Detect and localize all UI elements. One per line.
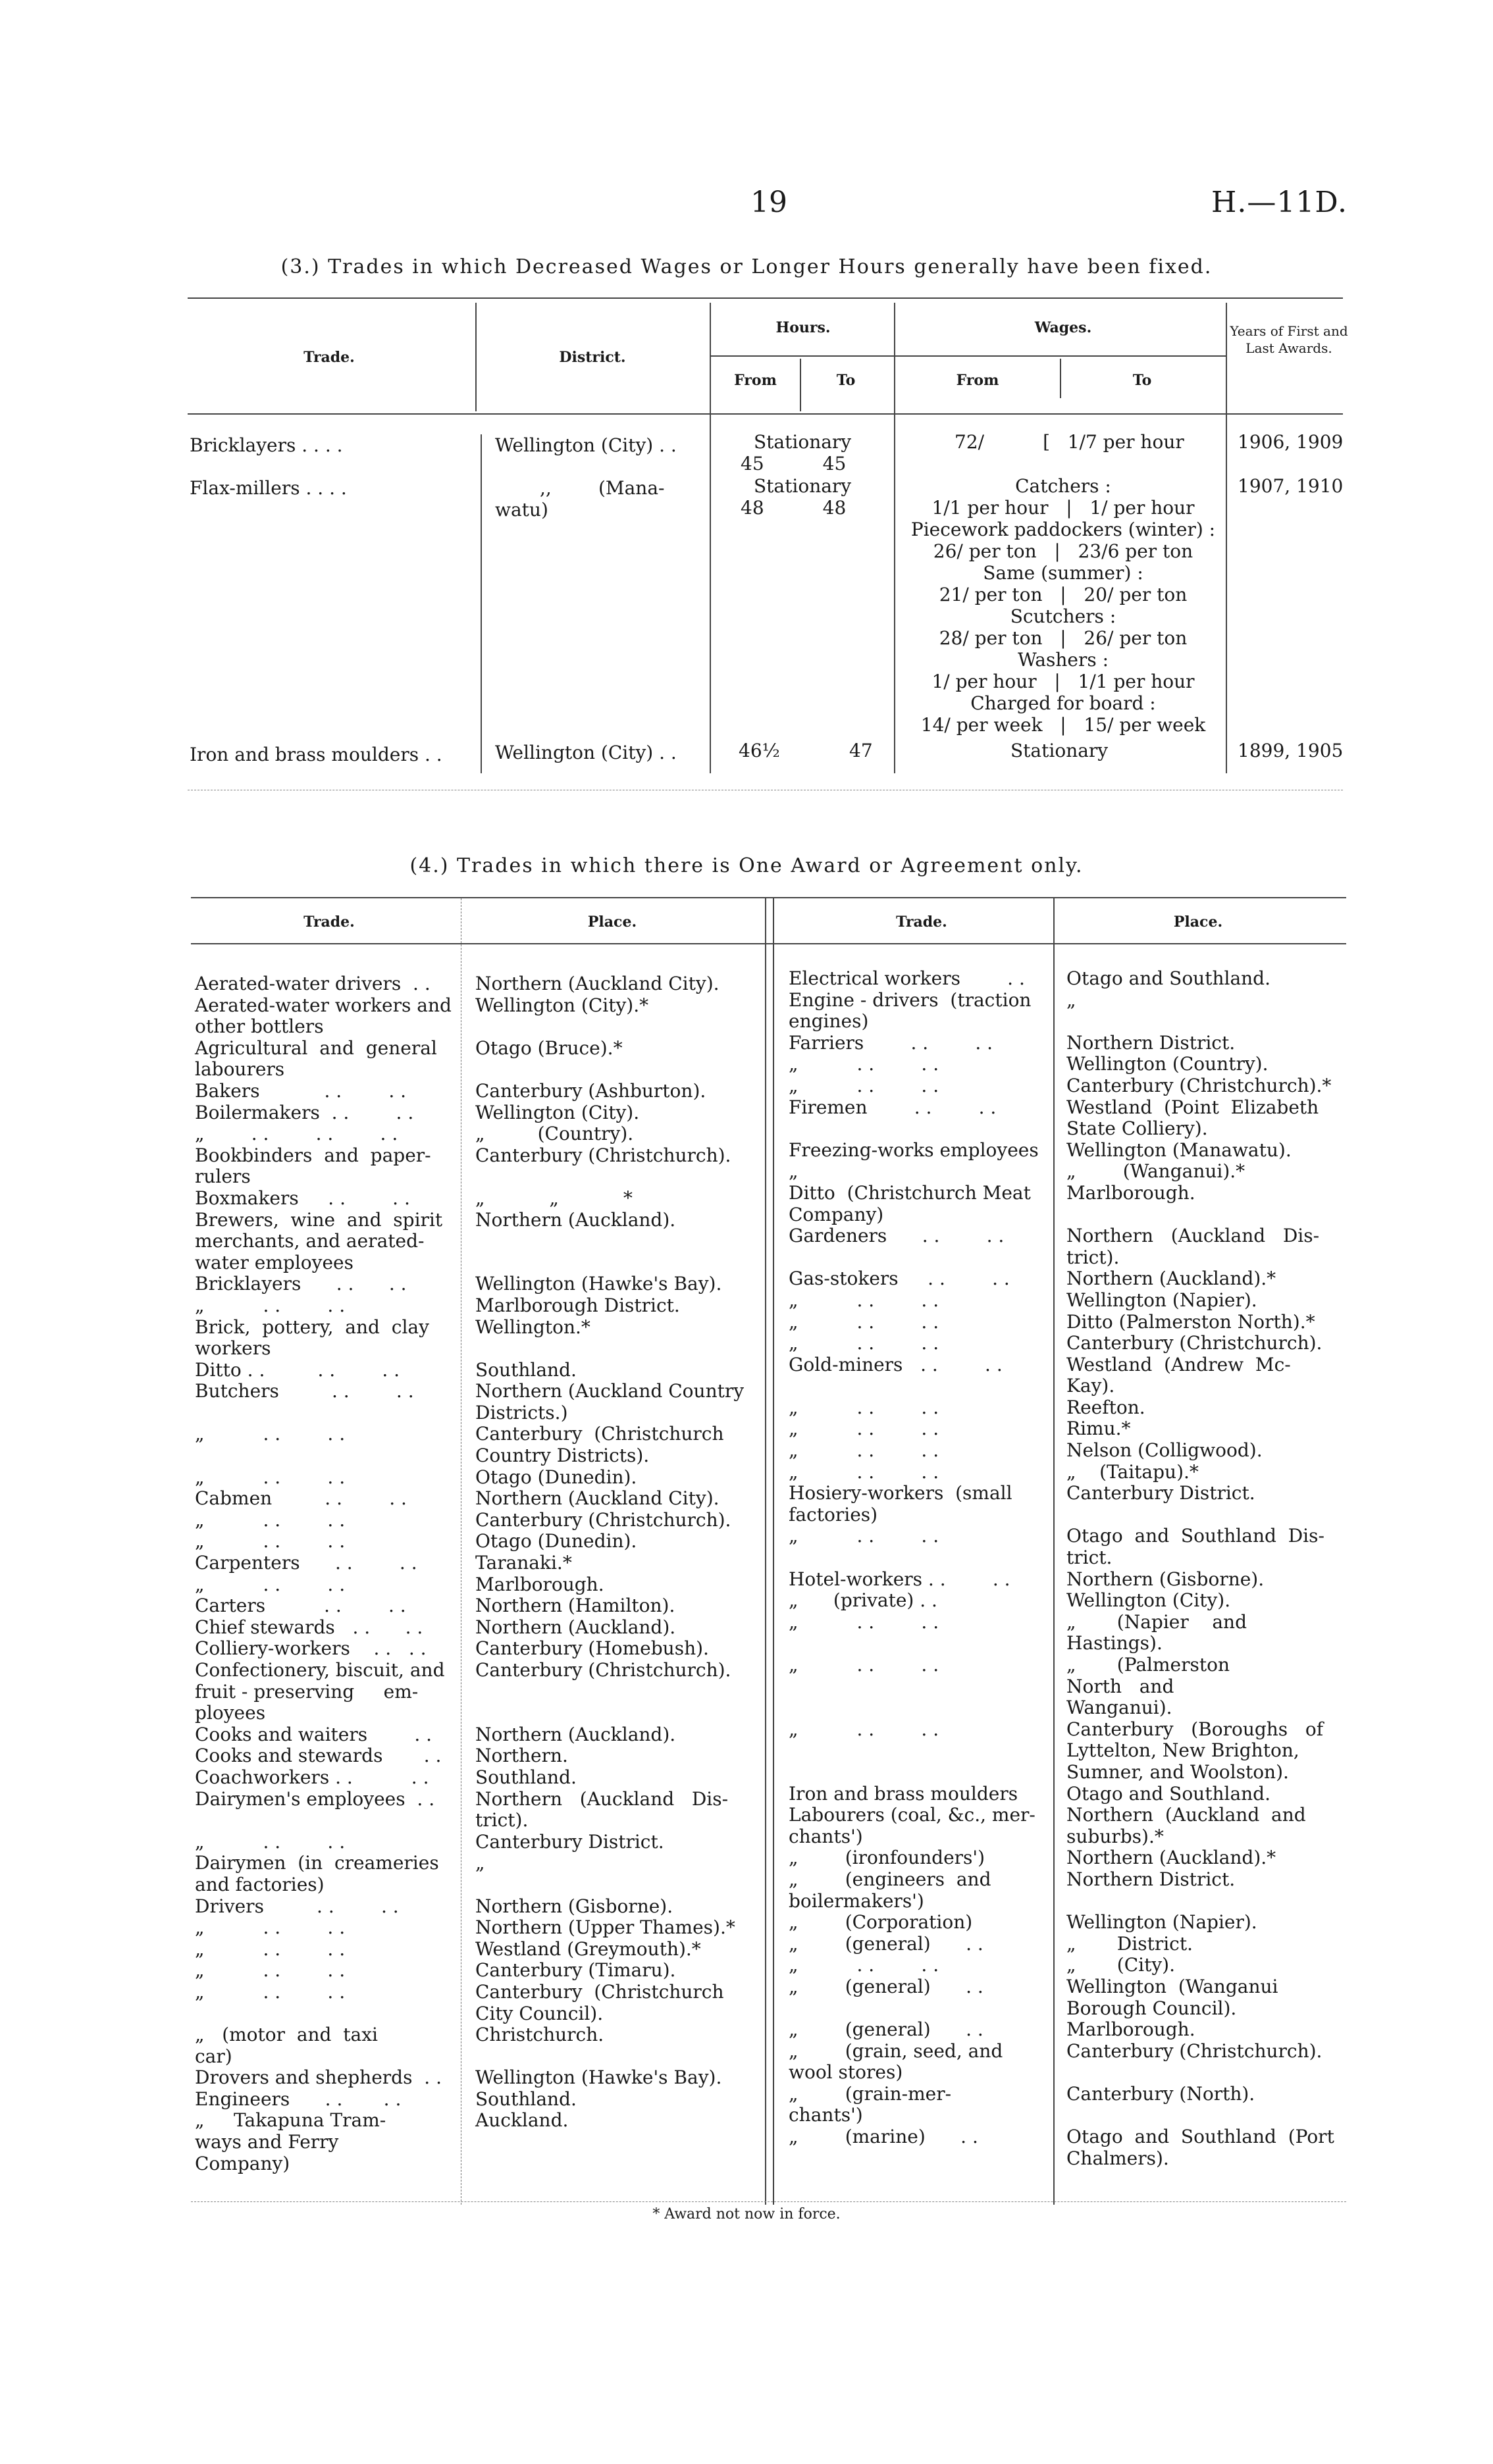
s3-wage-line: Piecework paddockers (winter) : — [910, 519, 1216, 540]
s3-row3-district: Wellington (City) . . — [495, 742, 677, 763]
document-reference: H.—11D. — [1211, 186, 1348, 219]
trade-line: „ (marine) . . — [789, 2126, 978, 2148]
trade-line — [789, 1246, 1049, 1268]
s3-header-years: Years of First and Last Awards. — [1230, 323, 1348, 356]
place-line: North and — [1066, 1675, 1174, 1697]
place-line — [475, 1337, 758, 1359]
trade-line: Butchers . . . . — [195, 1380, 414, 1402]
place-line — [475, 1166, 758, 1187]
place-line: „ District. — [1066, 1932, 1193, 1955]
trade-line: Boilermakers . . . . — [195, 1101, 414, 1123]
trade-line: „ . . . . — [789, 1310, 939, 1333]
place-line: Southland. — [475, 1766, 577, 1788]
trade-line: „ . . . . — [789, 1460, 939, 1483]
s3-header-hours-to: To — [836, 372, 856, 389]
place-line — [1066, 2061, 1343, 2083]
place-line: Canterbury District. — [475, 1830, 664, 1853]
place-line: City Council). — [475, 2002, 604, 2024]
left-trade-column — [195, 973, 456, 2174]
place-line — [475, 2131, 758, 2153]
place-line: Wellington (City).* — [475, 994, 649, 1016]
trade-line — [195, 2003, 456, 2024]
s3-row3-wages: Stationary — [1010, 740, 1109, 761]
place-line: trict). — [1066, 1246, 1120, 1268]
trade-line: „ . . . . — [195, 1959, 346, 1982]
section4-title: (4.) Trades in which there is One Award or Agreement only. — [409, 854, 1084, 877]
place-line: Canterbury (Timaru). — [475, 1959, 676, 1982]
left-place-column — [475, 973, 758, 2174]
s3-header-hours-from: From — [734, 372, 777, 389]
right-place-column — [1066, 967, 1343, 2169]
trade-line: „ . . . . — [195, 1573, 346, 1595]
trade-line: Aerated-water workers and — [195, 994, 452, 1016]
s3-row2-district: ,, (Mana- — [540, 477, 665, 499]
place-line — [1066, 1010, 1343, 1032]
trade-line: labourers — [195, 1058, 285, 1081]
place-line: Chalmers). — [1066, 2147, 1169, 2169]
s3-row2-hours-0: Stationary — [754, 475, 852, 497]
trade-line: Aerated-water drivers . . — [195, 973, 431, 994]
trade-line: Gold-miners . . . . — [789, 1353, 1003, 1375]
trade-line: Brick, pottery, and clay — [195, 1316, 429, 1338]
trade-line: „ — [789, 1160, 799, 1183]
s4-header-place-left: Place. — [587, 913, 637, 931]
place-line: Auckland. — [475, 2109, 569, 2132]
place-line: Otago and Southland Dis- — [1066, 1525, 1324, 1547]
trade-line: „ (ironfounders') — [789, 1847, 985, 1869]
trade-line: „ . . . . — [789, 1610, 939, 1633]
trade-line — [789, 1676, 1049, 1697]
place-line: Westland (Greymouth).* — [475, 1938, 701, 1960]
place-line: Canterbury (Ashburton). — [475, 1079, 706, 1102]
place-line: Otago and Southland (Port — [1066, 2126, 1334, 2148]
place-line: trict. — [1066, 1547, 1113, 1569]
trade-line: car) — [195, 2045, 232, 2067]
trade-line: „ . . . . — [195, 1980, 346, 2003]
s3-wage-line: 1/ per hour | 1/1 per hour — [931, 671, 1195, 692]
place-line: Canterbury (Christchurch). — [475, 1144, 731, 1166]
place-line: Borough Council). — [1066, 1997, 1237, 2019]
trade-line: „ . . . . — [789, 1074, 939, 1096]
trade-line: „ . . . . — [789, 1954, 939, 1976]
place-line: Otago (Dunedin). — [475, 1466, 637, 1488]
trade-line: „ . . . . — [195, 1294, 346, 1316]
trade-line: Drovers and shepherds . . — [195, 2066, 442, 2089]
trade-line: „ (general) . . — [789, 2018, 983, 2041]
place-line: „ (Country). — [475, 1123, 634, 1145]
place-line: Northern (Auckland Dis- — [1066, 1225, 1320, 1247]
trade-line: Iron and brass moulders — [789, 1782, 1018, 1805]
place-line: Nelson (Colligwood). — [1066, 1439, 1263, 1462]
trade-line: Dairymen's employees . . — [195, 1787, 435, 1810]
s3-wage-line: Washers : — [1017, 649, 1109, 671]
place-line: Canterbury (Christchurch — [475, 1423, 724, 1445]
trade-line — [789, 1997, 1049, 2019]
trade-line: Gardeners . . . . — [789, 1225, 1005, 1247]
place-line: Wellington (City). — [1066, 1589, 1231, 1612]
place-line: Reefton. — [1066, 1396, 1145, 1418]
place-line: „ (City). — [1066, 1954, 1176, 1976]
trade-line: „ . . . . — [789, 1654, 939, 1676]
trade-line: „ . . . . . . — [195, 1123, 398, 1145]
trade-line: „ . . . . — [195, 1530, 346, 1553]
place-line: Wellington (Napier). — [1066, 1289, 1257, 1311]
trade-line: Freezing-works employees — [789, 1139, 1039, 1161]
place-line — [1066, 1504, 1343, 1526]
s3-wage-line: 28/ per ton | 26/ per ton — [939, 627, 1188, 649]
place-line: Marlborough. — [1066, 1181, 1195, 1204]
place-line: Marlborough. — [1066, 2018, 1195, 2041]
place-line: Otago and Southland. — [1066, 967, 1270, 989]
s4-header-trade-right: Trade. — [896, 913, 947, 931]
trade-line: water employees — [195, 1251, 354, 1273]
trade-line: Bakers . . . . — [195, 1079, 407, 1102]
trade-line: „ Takapuna Tram- — [195, 2109, 386, 2132]
s3-wage-line: Charged for board : — [970, 692, 1156, 714]
place-line: Lyttelton, New Brighton, — [1066, 1739, 1299, 1762]
trade-line: ways and Ferry — [195, 2131, 339, 2153]
place-line: Northern (Auckland).* — [1066, 1847, 1276, 1869]
trade-line — [789, 1739, 1049, 1761]
trade-line: Dairymen (in creameries — [195, 1852, 439, 1874]
trade-line — [195, 1402, 456, 1424]
trade-line: chants') — [789, 2104, 863, 2126]
place-line: Country Districts). — [475, 1445, 650, 1467]
trade-line: „ (private) . . — [789, 1589, 937, 1612]
place-line: Kay). — [1066, 1375, 1115, 1397]
trade-line: Bookbinders and paper- — [195, 1144, 431, 1166]
place-line — [475, 1015, 758, 1037]
place-line — [475, 2153, 758, 2174]
s3-wage-line: Scutchers : — [1010, 605, 1116, 627]
trade-line: Engineers . . . . — [195, 2088, 402, 2110]
trade-line: Firemen . . . . — [789, 1096, 997, 1118]
place-line: Ditto (Palmerston North).* — [1066, 1310, 1315, 1333]
trade-line: engines) — [789, 1010, 869, 1033]
place-line: Wellington (Wanganui — [1066, 1975, 1278, 1997]
place-line: „ (Wanganui).* — [1066, 1160, 1245, 1183]
trade-line: „ (engineers and — [789, 1868, 991, 1890]
place-line: „ (Palmerston — [1066, 1654, 1230, 1676]
s3-header-wages-from: From — [956, 372, 999, 389]
place-line — [1066, 2104, 1343, 2126]
s3-wage-line: 14/ per week | 15/ per week — [920, 714, 1206, 736]
s3-row1-hours-0: Stationary — [754, 431, 852, 453]
trade-line: „ . . . . — [195, 1938, 346, 1960]
trade-line — [195, 1809, 456, 1831]
place-line: Northern (Gisborne). — [1066, 1568, 1265, 1590]
trade-line: Cooks and stewards . . — [195, 1745, 442, 1767]
place-line: Northern (Hamilton). — [475, 1595, 675, 1617]
place-line: Wellington (Manawatu). — [1066, 1139, 1292, 1161]
s4-header-trade-left: Trade. — [303, 913, 355, 931]
s3-header-wages: Wages. — [1034, 319, 1092, 336]
trade-line: Engine - drivers (traction — [789, 988, 1032, 1011]
place-line — [475, 1230, 758, 1252]
place-line: Canterbury (Christchurch). — [1066, 1332, 1323, 1354]
place-line: Wellington (Hawke's Bay). — [475, 2066, 722, 2089]
place-line: Northern (Upper Thames).* — [475, 1916, 735, 1939]
trade-line: Carpenters . . . . — [195, 1552, 417, 1574]
place-line: Northern (Auckland Country — [475, 1380, 745, 1402]
trade-line: and factories) — [195, 1873, 325, 1895]
trade-line: Electrical workers . . — [789, 967, 1025, 989]
place-line: Southland. — [475, 1358, 577, 1381]
place-line: Canterbury (Christchurch). — [1066, 2040, 1323, 2062]
s3-wage-line: Catchers : — [1015, 475, 1111, 497]
place-line: trict). — [475, 1809, 529, 1832]
trade-line: „ (general) . . — [789, 1932, 983, 1955]
trade-line: „ . . . . — [195, 1508, 346, 1531]
place-line: Canterbury (Christchurch). — [475, 1508, 731, 1531]
trade-line: factories) — [789, 1503, 878, 1526]
trade-line: Farriers . . . . — [789, 1031, 993, 1054]
place-line — [475, 1252, 758, 1273]
place-line: Wellington.* — [475, 1316, 590, 1338]
trade-line: „ (grain, seed, and — [789, 2040, 1003, 2062]
trade-line: boilermakers') — [789, 1889, 924, 1912]
place-line: Canterbury (Christchurch).* — [1066, 1074, 1332, 1096]
page-number: 19 — [750, 186, 787, 219]
place-line — [475, 2045, 758, 2067]
trade-line — [195, 1445, 456, 1466]
s3-row1-trade: Bricklayers . . . . — [190, 434, 343, 456]
trade-line: Hosiery-workers (small — [789, 1482, 1012, 1504]
place-line: Northern District. — [1066, 1868, 1236, 1890]
s3-header-district: District. — [559, 349, 626, 366]
s3-row1-district: Wellington (City) . . — [495, 434, 677, 456]
place-line: Wellington (City). — [475, 1101, 640, 1123]
trade-line: rulers — [195, 1166, 251, 1188]
place-line: „ „ * — [475, 1187, 633, 1209]
s3-row2-hours-1: 48 48 — [741, 497, 847, 519]
s3-row3-hours-to: 47 — [849, 740, 873, 761]
trade-line — [789, 1761, 1049, 1783]
place-line: Northern (Auckland).* — [1066, 1268, 1276, 1290]
s3-header-hours: Hours. — [775, 319, 831, 336]
place-line: Northern. — [475, 1745, 568, 1767]
place-line — [1066, 1204, 1343, 1225]
trade-line: „ (grain-mer- — [789, 2082, 952, 2105]
place-line: Canterbury District. — [1066, 1482, 1255, 1504]
s3-row3-trade: Iron and brass moulders . . — [190, 744, 442, 765]
place-line: Wanganui). — [1066, 1697, 1172, 1719]
s4-header-place-right: Place. — [1173, 913, 1223, 931]
trade-line: „ (motor and taxi — [195, 2024, 378, 2046]
trade-line: ployees — [195, 1702, 266, 1724]
place-line: Canterbury (Christchurch — [475, 1980, 724, 2003]
place-line: Wellington (Country). — [1066, 1053, 1269, 1075]
trade-line: „ . . . . — [789, 1053, 939, 1075]
place-line: Canterbury (Christchurch). — [475, 1659, 731, 1681]
trade-line: „ . . . . — [789, 1439, 939, 1462]
place-line: „ (Taitapu).* — [1066, 1460, 1199, 1483]
trade-line: fruit - preserving em- — [195, 1680, 419, 1703]
place-line: Northern (Auckland). — [475, 1208, 676, 1231]
trade-line: Company) — [789, 1203, 884, 1225]
trade-line: Coachworkers . . . . — [195, 1766, 429, 1788]
place-line: suburbs).* — [1066, 1825, 1164, 1847]
trade-line: „ . . . . — [789, 1332, 939, 1354]
trade-line: Gas-stokers . . . . — [789, 1268, 1010, 1290]
place-line: Northern (Auckland Dis- — [475, 1787, 729, 1810]
trade-line: wool stores) — [789, 2061, 903, 2084]
s3-row2-years: 1907, 1910 — [1238, 475, 1344, 497]
trade-line: Confectionery, biscuit, and — [195, 1659, 445, 1681]
place-line: Christchurch. — [475, 2024, 604, 2046]
trade-line: other bottlers — [195, 1015, 324, 1038]
trade-line: Boxmakers . . . . — [195, 1187, 410, 1209]
trade-line: workers — [195, 1337, 271, 1360]
place-line: Marlborough District. — [475, 1294, 680, 1316]
trade-line: Drivers . . . . — [195, 1895, 399, 1917]
trade-line — [789, 1375, 1049, 1397]
place-line: Otago (Bruce).* — [475, 1037, 623, 1059]
place-line: Marlborough. — [475, 1573, 604, 1595]
trade-line: „ . . . . — [195, 1466, 346, 1488]
trade-line — [789, 1632, 1049, 1654]
trade-line — [789, 1547, 1049, 1568]
trade-line: „ . . . . — [789, 1396, 939, 1418]
place-line: „ (Napier and — [1066, 1610, 1247, 1633]
s3-wage-line: 1/1 per hour | 1/ per hour — [931, 497, 1195, 519]
s3-wage-line: 21/ per ton | 20/ per ton — [939, 584, 1188, 605]
s3-row2-district-2: watu) — [495, 499, 548, 521]
place-line: Northern (Auckland). — [475, 1723, 676, 1745]
trade-line: Cabmen . . . . — [195, 1487, 407, 1510]
right-trade-column — [789, 967, 1049, 2147]
trade-line: Colliery-workers . . . . — [195, 1637, 427, 1660]
trade-line: „ . . . . — [195, 1423, 346, 1445]
place-line: State Colliery). — [1066, 1117, 1208, 1140]
place-line: Westland (Point Elizabeth — [1066, 1096, 1319, 1118]
place-line: „ — [475, 1852, 485, 1874]
s3-header-wages-to: To — [1132, 372, 1152, 389]
trade-line: Ditto . . . . . . — [195, 1358, 400, 1381]
place-line: Westland (Andrew Mc- — [1066, 1353, 1291, 1375]
s3-wage-line: Same (summer) : — [983, 562, 1143, 584]
place-line: Southland. — [475, 2088, 577, 2110]
place-line: Canterbury (North). — [1066, 2082, 1255, 2105]
place-line: Wellington (Napier). — [1066, 1911, 1257, 1934]
place-line: Northern (Auckland). — [475, 1616, 676, 1638]
trade-line: „ (Corporation) — [789, 1911, 973, 1934]
place-line — [475, 1874, 758, 1895]
place-line: Otago and Southland. — [1066, 1782, 1270, 1805]
place-line: Otago (Dunedin). — [475, 1530, 637, 1553]
place-line: Taranaki.* — [475, 1552, 572, 1574]
place-line: Northern District. — [1066, 1031, 1236, 1054]
s3-wage-line: 26/ per ton | 23/6 per ton — [933, 540, 1193, 562]
s3-row1-wages: 72/ [ 1/7 per hour — [955, 431, 1184, 453]
trade-line: Agricultural and general — [195, 1037, 437, 1059]
place-line: Northern (Auckland City). — [475, 1487, 720, 1510]
trade-line: „ . . . . — [789, 1718, 939, 1740]
trade-line: „ . . . . — [789, 1525, 939, 1547]
trade-line — [789, 1697, 1049, 1718]
s3-row3-years: 1899, 1905 — [1238, 740, 1344, 761]
trade-line: Hotel-workers . . . . — [789, 1568, 1010, 1590]
trade-line: „ . . . . — [195, 1916, 346, 1939]
s3-row1-hours-1: 45 45 — [741, 453, 847, 475]
trade-line: „ (general) . . — [789, 1975, 983, 1997]
place-line: Northern (Auckland and — [1066, 1804, 1306, 1826]
place-line — [475, 1681, 758, 1703]
trade-line: Cooks and waiters . . — [195, 1723, 432, 1745]
place-line — [475, 1058, 758, 1080]
footnote: * Award not now in force. — [652, 2206, 841, 2222]
place-line: Rimu.* — [1066, 1418, 1131, 1440]
place-line: Canterbury (Homebush). — [475, 1637, 709, 1660]
section3-title: (3.) Trades in which Decreased Wages or Longer Hours generally have been fixed. — [280, 255, 1213, 278]
trade-line: Bricklayers . . . . — [195, 1273, 407, 1295]
place-line: „ — [1066, 988, 1076, 1011]
s3-row2-wages — [902, 475, 1224, 736]
s3-row1-years: 1906, 1909 — [1238, 431, 1344, 453]
trade-line: Carters . . . . — [195, 1595, 406, 1617]
s3-row3-hours-from: 46½ — [739, 740, 780, 761]
trade-line: merchants, and aerated- — [195, 1230, 425, 1252]
trade-line: Brewers, wine and spirit — [195, 1208, 443, 1231]
place-line — [1066, 1890, 1343, 1912]
trade-line — [789, 1117, 1049, 1139]
s3-header-trade: Trade. — [303, 349, 355, 366]
trade-line: Chief stewards . . . . — [195, 1616, 423, 1638]
place-line: Canterbury (Boroughs of — [1066, 1718, 1324, 1740]
place-line: Sumner, and Woolston). — [1066, 1760, 1289, 1783]
trade-line: chants') — [789, 1825, 863, 1847]
place-line: Hastings). — [1066, 1632, 1163, 1655]
trade-line: Ditto (Christchurch Meat — [789, 1181, 1031, 1204]
place-line: Wellington (Hawke's Bay). — [475, 1273, 722, 1295]
trade-line: Labourers (coal, &c., mer- — [789, 1804, 1035, 1826]
s3-row2-trade: Flax-millers . . . . — [190, 477, 347, 499]
place-line: Northern (Gisborne). — [475, 1895, 673, 1917]
trade-line: „ . . . . — [789, 1289, 939, 1311]
trade-line: „ . . . . — [789, 1418, 939, 1440]
place-line: Northern (Auckland City). — [475, 973, 720, 994]
trade-line: Company) — [195, 2152, 290, 2174]
place-line — [475, 1702, 758, 1724]
trade-line: „ . . . . — [195, 1830, 346, 1853]
place-line: Districts.) — [475, 1401, 568, 1424]
